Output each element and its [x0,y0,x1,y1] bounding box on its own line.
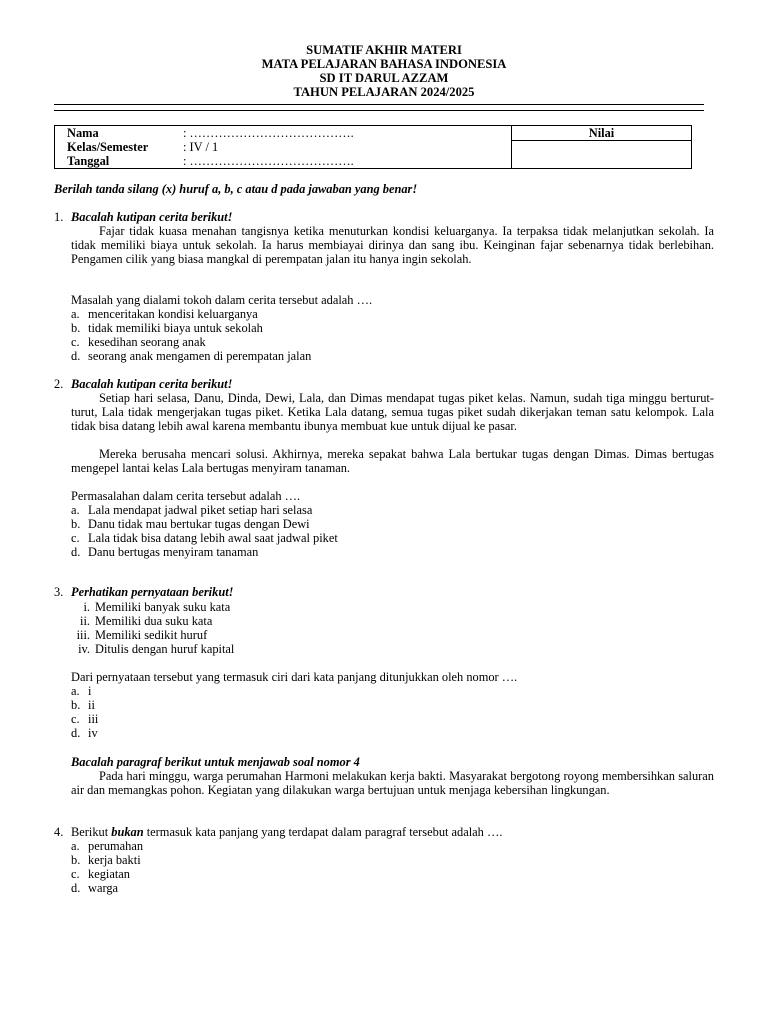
statement-number: ii. [80,614,90,628]
question-text [71,825,714,839]
option-text: perumahan [88,839,144,853]
header-school: SD IT DARUL AZZAM [319,71,449,85]
story-passage-1: Setiap hari selasa, Danu, Dinda, Dewi, Lala, dan Dimas mendapat tugas piket kelas. Namun, sudah tiga minggu berturut-turut, Lala tidak mengerjakan tugas piket. Ketika Lala datang, semua tugas piket sudah dikerjakan teman satu kelompok. Lala tidak bisa datang lebih awal karena membantu ibunya membuat kue untuk dijual ke pasar. [71,391,714,434]
option-letter: d. [71,726,81,740]
option-letter: a. [71,839,80,853]
score-label: Nilai [512,126,692,141]
option-text: warga [88,881,119,895]
option-letter: d. [71,545,81,559]
option-text: Lala tidak bisa datang lebih awal saat jadwal piket [88,531,338,545]
option-letter: b. [71,321,81,335]
student-info-fields [61,126,354,168]
student-info-cell [55,126,512,169]
option-a[interactable] [71,307,258,321]
question-title: Perhatikan pernyataan berikut! [71,585,234,599]
option-letter: b. [71,853,81,867]
option-text: iv [88,726,98,740]
option-a[interactable] [71,684,91,698]
option-d[interactable] [71,881,118,895]
class-field[interactable]: : IV / 1 [183,140,219,154]
statement-iii [64,628,207,642]
statement-text: Memiliki sedikit huruf [95,628,208,642]
option-text: tidak memiliki biaya untuk sekolah [88,321,263,335]
header-subject: MATA PELAJARAN BAHASA INDONESIA [261,57,507,71]
header-title: SUMATIF AKHIR MATERI [306,43,462,57]
header-divider-thin [54,104,704,105]
question-number: 1. [54,210,64,224]
option-c[interactable] [71,531,338,545]
question-number: 3. [54,585,64,599]
option-c[interactable] [71,712,98,726]
statement-text: Memiliki dua suku kata [95,614,213,628]
option-text: ii [88,698,95,712]
option-text: menceritakan kondisi keluarganya [88,307,258,321]
score-field[interactable] [512,141,692,169]
option-c[interactable] [71,335,206,349]
statement-text: Ditulis dengan huruf kapital [95,642,235,656]
story-passage: Fajar tidak kuasa menahan tangisnya ketika menuturkan kondisi keluarganya. Ia terpaksa tidak melanjutkan sekolah. Ia tidak memiliki biaya untuk sekolah. Ia harus membiayai dirinya dan sang ibu. Keinginan fajar sebenarnya tidak berlebihan. Pengamen cilik yang biasa mangkal di perempatan jalan itu hanya ingin sekolah. [71,224,714,267]
option-letter: a. [71,307,80,321]
name-label: Nama [67,126,99,140]
question-number: 4. [54,825,64,839]
statement-number: i. [83,600,90,614]
student-info-table [54,125,692,169]
option-letter: c. [71,712,80,726]
option-b[interactable] [71,853,141,867]
option-letter: c. [71,531,80,545]
option-b[interactable] [71,321,263,335]
option-letter: b. [71,698,81,712]
question-text-end: termasuk kata panjang yang terdapat dalam paragraf tersebut adalah …. [143,825,503,839]
option-letter: c. [71,335,80,349]
option-text: Danu tidak mau bertukar tugas dengan Dewi [88,517,310,531]
option-letter: c. [71,867,80,881]
statement-ii [64,614,212,628]
statement-i [64,600,230,614]
statement-number: iii. [76,628,90,642]
option-letter: a. [71,503,80,517]
option-text: iii [88,712,99,726]
paragraph-passage: Pada hari minggu, warga perumahan Harmoni melakukan kerja bakti. Masyarakat bergotong royong membersihkan saluran air dan memangkas pohon. Kegiatan yang dilakukan warga bertujuan untuk menjaga kebersihan lingkungan. [71,769,714,798]
option-letter: a. [71,684,80,698]
question-text: Dari pernyataan tersebut yang termasuk ciri dari kata panjang ditunjukkan oleh nomor …. [71,670,518,684]
option-d[interactable] [71,545,258,559]
option-c[interactable] [71,867,130,881]
option-text: Lala mendapat jadwal piket setiap hari selasa [88,503,313,517]
instruction-text: Berilah tanda silang (x) huruf a, b, c atau d pada jawaban yang benar! [54,182,418,196]
document-header [0,43,768,99]
date-field[interactable]: : …………………………………. [183,154,354,168]
header-divider-thick [54,110,704,111]
option-letter: d. [71,349,81,363]
option-text: kerja bakti [88,853,141,867]
passage-instruction: Bacalah paragraf berikut untuk menjawab soal nomor 4 [71,755,360,769]
option-a[interactable] [71,839,143,853]
question-number: 2. [54,377,64,391]
option-letter: b. [71,517,81,531]
header-year: TAHUN PELAJARAN 2024/2025 [293,85,475,99]
option-b[interactable] [71,698,95,712]
question-text-start: Berikut [71,825,112,839]
option-text: kegiatan [88,867,130,881]
option-text: Danu bertugas menyiram tanaman [88,545,259,559]
question-emphasis: bukan [111,825,144,839]
option-text: i [88,684,92,698]
date-label: Tanggal [67,154,110,168]
statement-iv [64,642,234,656]
option-a[interactable] [71,503,312,517]
option-d[interactable] [71,726,98,740]
option-d[interactable] [71,349,311,363]
name-field[interactable]: : …………………………………. [183,126,354,140]
option-b[interactable] [71,517,310,531]
question-text: Permasalahan dalam cerita tersebut adalah …. [71,489,301,503]
option-text: seorang anak mengamen di perempatan jalan [88,349,312,363]
statement-number: iv. [78,642,90,656]
option-text: kesedihan seorang anak [88,335,206,349]
class-label: Kelas/Semester [67,140,149,154]
question-text: Masalah yang dialami tokoh dalam cerita tersebut adalah …. [71,293,373,307]
question-title: Bacalah kutipan cerita berikut! [71,210,233,224]
story-passage-2: Mereka berusaha mencari solusi. Akhirnya, mereka sepakat bahwa Lala bertukar tugas dengan Dimas. Dimas bertugas mengepel lantai kelas Lala bertugas menyiram tanaman. [71,447,714,476]
question-title: Bacalah kutipan cerita berikut! [71,377,233,391]
statement-text: Memiliki banyak suku kata [95,600,231,614]
option-letter: d. [71,881,81,895]
